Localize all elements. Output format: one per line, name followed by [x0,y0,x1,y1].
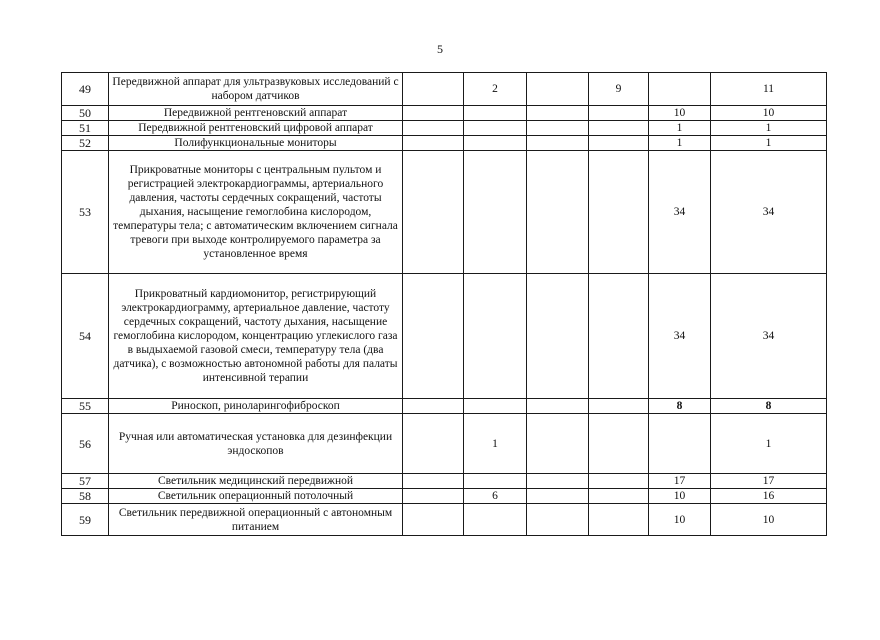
quantity-cell [403,136,464,151]
total-cell: 8 [711,399,827,414]
table-row [62,121,827,136]
quantity-cell [527,274,589,399]
table-row [62,274,827,399]
quantity-cell [589,136,649,151]
quantity-cell [403,106,464,121]
quantity-cell [464,151,527,274]
quantity-cell [403,73,464,106]
quantity-cell: 1 [464,414,527,474]
quantity-cell: 1 [649,136,711,151]
table-row [62,399,827,414]
row-number: 57 [62,474,109,489]
quantity-cell [403,474,464,489]
quantity-cell [527,151,589,274]
equipment-name: Прикроватные мониторы с центральным пультом и регистрацией электрокардиограммы, артериального давления, частоты сердечных сокращений, частоты дыхания, насыщение гемоглобина кислородом, температуры тела; с автоматическим включением сигнала тревоги при выходе контролируемого параметра за установленное время [109,151,403,274]
table-row [62,136,827,151]
table-row [62,504,827,536]
equipment-table [61,72,827,536]
row-number: 52 [62,136,109,151]
total-cell: 1 [711,121,827,136]
quantity-cell [589,504,649,536]
quantity-cell: 17 [649,474,711,489]
row-number: 51 [62,121,109,136]
quantity-cell: 8 [649,399,711,414]
quantity-cell [403,399,464,414]
quantity-cell [464,399,527,414]
quantity-cell [527,504,589,536]
quantity-cell [403,274,464,399]
row-number: 49 [62,73,109,106]
quantity-cell [464,136,527,151]
row-number: 50 [62,106,109,121]
total-cell: 34 [711,151,827,274]
table-row [62,414,827,474]
quantity-cell [403,151,464,274]
total-cell: 34 [711,274,827,399]
equipment-name: Светильник операционный потолочный [109,489,403,504]
quantity-cell: 34 [649,151,711,274]
quantity-cell [527,414,589,474]
quantity-cell [527,399,589,414]
total-cell: 10 [711,504,827,536]
quantity-cell [589,121,649,136]
quantity-cell: 9 [589,73,649,106]
table-row [62,106,827,121]
quantity-cell [403,414,464,474]
quantity-cell: 10 [649,489,711,504]
table-row [62,151,827,274]
quantity-cell [527,73,589,106]
quantity-cell [464,274,527,399]
quantity-cell [464,474,527,489]
quantity-cell [589,399,649,414]
equipment-name: Светильник медицинский передвижной [109,474,403,489]
quantity-cell: 1 [649,121,711,136]
row-number: 59 [62,504,109,536]
equipment-name: Полифункциональные мониторы [109,136,403,151]
quantity-cell [649,73,711,106]
quantity-cell [464,106,527,121]
equipment-name: Светильник передвижной операционный с автономным питанием [109,504,403,536]
quantity-cell: 34 [649,274,711,399]
table-row [62,489,827,504]
quantity-cell [464,121,527,136]
total-cell: 1 [711,136,827,151]
total-cell: 10 [711,106,827,121]
quantity-cell [464,504,527,536]
equipment-name: Прикроватный кардиомонитор, регистрирующий электрокардиограмму, артериальное давление, частоту сердечных сокращений, частоту дыхания, насыщение гемоглобина кислородом, концентрацию углекислого газа в выдыхаемой газовой смеси, температуру тела (два датчика), с возможностью автономной работы для палаты интенсивной терапии [109,274,403,399]
quantity-cell [403,489,464,504]
page-number: 5 [437,42,443,56]
row-number: 56 [62,414,109,474]
quantity-cell: 10 [649,106,711,121]
quantity-cell [649,414,711,474]
equipment-name: Передвижной рентгеновский аппарат [109,106,403,121]
quantity-cell: 6 [464,489,527,504]
quantity-cell [527,474,589,489]
row-number: 58 [62,489,109,504]
quantity-cell [403,121,464,136]
quantity-cell [589,414,649,474]
total-cell: 1 [711,414,827,474]
total-cell: 11 [711,73,827,106]
row-number: 54 [62,274,109,399]
row-number: 53 [62,151,109,274]
total-cell: 16 [711,489,827,504]
quantity-cell [527,136,589,151]
equipment-name: Риноскоп, риноларингофиброскоп [109,399,403,414]
quantity-cell [589,474,649,489]
table-row [62,474,827,489]
quantity-cell: 10 [649,504,711,536]
quantity-cell [527,489,589,504]
equipment-name: Передвижной рентгеновский цифровой аппарат [109,121,403,136]
quantity-cell [589,106,649,121]
equipment-name: Ручная или автоматическая установка для дезинфекции эндоскопов [109,414,403,474]
equipment-name: Передвижной аппарат для ультразвуковых исследований с набором датчиков [109,73,403,106]
table-row [62,73,827,106]
quantity-cell [589,151,649,274]
quantity-cell [527,121,589,136]
quantity-cell [589,274,649,399]
row-number: 55 [62,399,109,414]
total-cell: 17 [711,474,827,489]
quantity-cell [403,504,464,536]
quantity-cell: 2 [464,73,527,106]
quantity-cell [527,106,589,121]
quantity-cell [589,489,649,504]
